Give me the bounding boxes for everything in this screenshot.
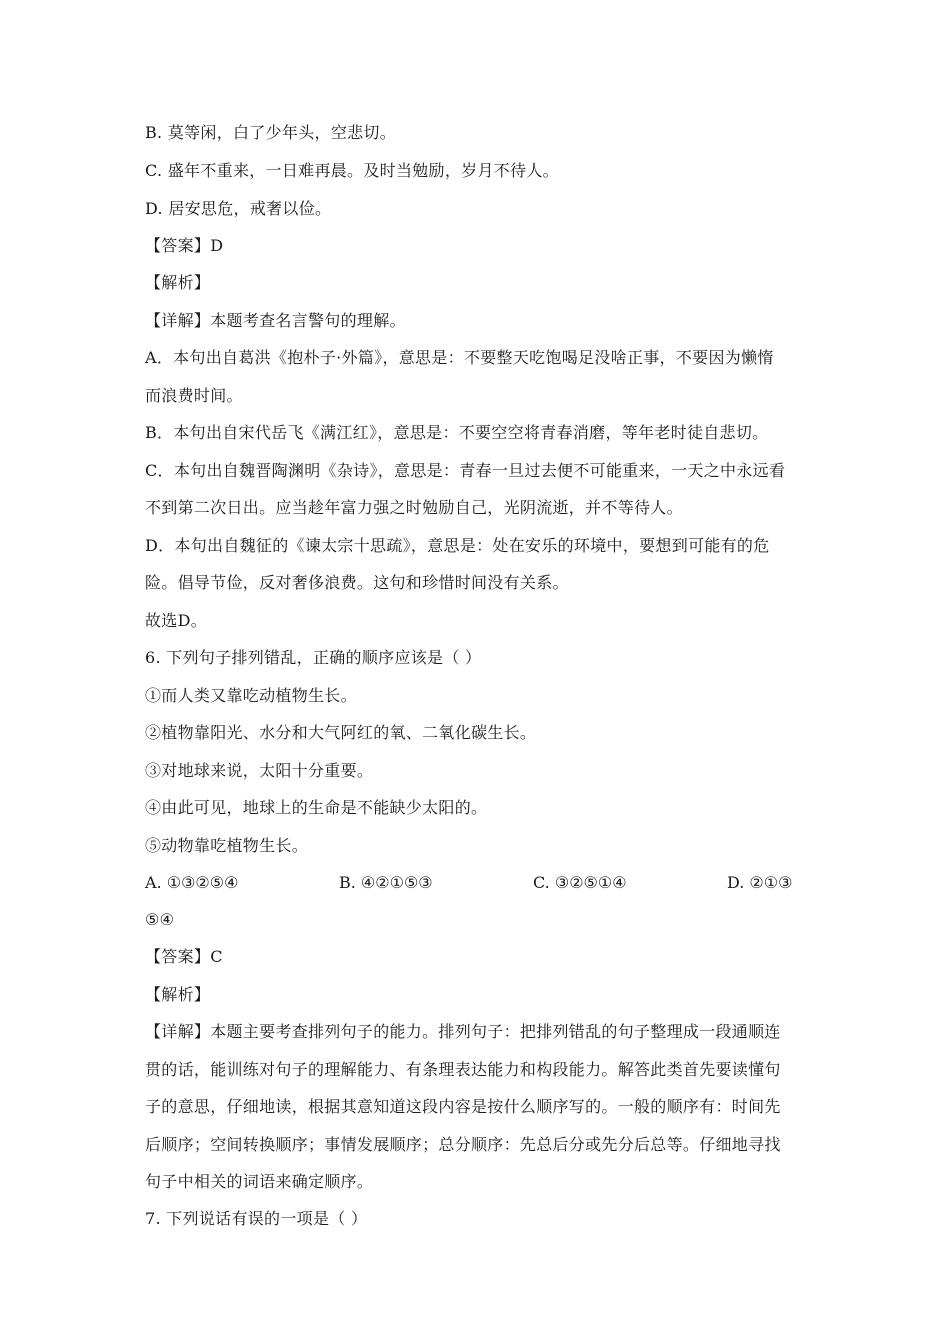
q5-explanation-d-2: 险。倡导节俭，反对奢侈浪费。这句和珍惜时间没有关系。 [145, 573, 569, 592]
q6-analysis-label: 【解析】 [145, 985, 211, 1004]
q6-sentence-3: ③对地球来说，太阳十分重要。 [145, 761, 374, 780]
q5-answer: 【答案】D [145, 236, 224, 255]
q5-option-d: D. 居安思危，戒奢以俭。 [145, 199, 332, 218]
q5-explanation-c-1: C．本句出自魏晋陶渊明《杂诗》，意思是：青春一旦过去便不可能重来，一天之中永远看 [145, 461, 786, 480]
q6-stem: 6. 下列句子排列错乱，正确的顺序应该是（ ） [145, 648, 482, 667]
q5-explanation-a-1: A．本句出自葛洪《抱朴子·外篇》，意思是：不要整天吃饱喝足没啥正事，不要因为懒惰 [145, 348, 774, 367]
q6-option-d: D. ②①③ [727, 873, 793, 892]
q6-sentence-1: ①而人类又靠吃动植物生长。 [145, 686, 357, 705]
q6-sentence-5: ⑤动物靠吃植物生长。 [145, 836, 309, 855]
q5-option-c: C. 盛年不重来，一日难再晨。及时当勉励，岁月不待人。 [145, 161, 559, 180]
q6-answer: 【答案】C [145, 947, 223, 966]
q5-explanation-a-2: 而浪费时间。 [145, 386, 243, 405]
q6-detail-5: 句子中相关的词语来确定顺序。 [145, 1172, 374, 1191]
q5-explanation-d-1: D．本句出自魏征的《谏太宗十思疏》，意思是：处在安乐的环境中，要想到可能有的危 [145, 536, 770, 555]
q5-detail: 【详解】本题考查名言警句的理解。 [145, 311, 406, 330]
q6-option-b: B. ④②①⑤③ [339, 873, 433, 892]
q6-option-a: A. ①③②⑤④ [145, 873, 239, 892]
q5-conclusion: 故选D。 [145, 611, 208, 630]
q7-stem: 7. 下列说话有误的一项是（ ） [145, 1209, 368, 1228]
q6-detail-1: 【详解】本题主要考查排列句子的能力。排列句子：把排列错乱的句子整理成一段通顺连 [145, 1022, 781, 1041]
q6-detail-2: 贯的话，能训练对句子的理解能力、有条理表达能力和构段能力。解答此类首先要读懂句 [145, 1060, 781, 1079]
q6-detail-4: 后顺序；空间转换顺序；事情发展顺序；总分顺序：先总后分或先分后总等。仔细地寻找 [145, 1135, 781, 1154]
q6-option-d-continued: ⑤④ [145, 910, 175, 929]
q5-explanation-c-2: 不到第二次日出。应当趁年富力强之时勉励自己，光阴流逝，并不等待人。 [145, 498, 683, 517]
q6-sentence-2: ②植物靠阳光、水分和大气阿红的氧、二氧化碳生长。 [145, 723, 537, 742]
q6-sentence-4: ④由此可见，地球上的生命是不能缺少太阳的。 [145, 798, 488, 817]
q6-detail-3: 子的意思，仔细地读，根据其意知道这段内容是按什么顺序写的。一般的顺序有：时间先 [145, 1097, 781, 1116]
q5-option-b: B. 莫等闲，白了少年头，空悲切。 [145, 123, 397, 142]
q6-option-c: C. ③②⑤①④ [533, 873, 627, 892]
q5-analysis-label: 【解析】 [145, 273, 211, 292]
q5-explanation-b: B．本句出自宋代岳飞《满江红》，意思是：不要空空将青春消磨，等年老时徒自悲切。 [145, 423, 769, 442]
